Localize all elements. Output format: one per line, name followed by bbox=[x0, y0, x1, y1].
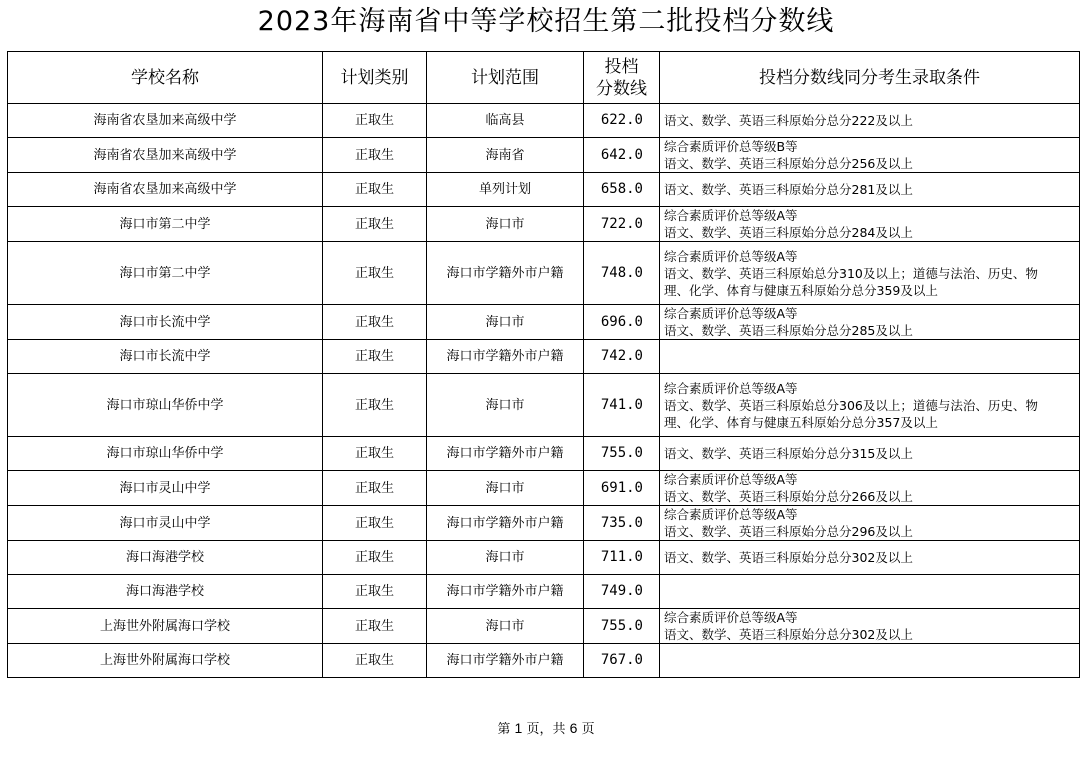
cell-school-name: 海南省农垦加来高级中学 bbox=[8, 104, 323, 138]
cell-score: 755.0 bbox=[584, 609, 660, 644]
cell-score: 742.0 bbox=[584, 340, 660, 374]
cell-plan-scope: 海口市学籍外市户籍 bbox=[427, 644, 584, 678]
footer-prefix: 第 bbox=[497, 722, 511, 737]
cell-school-name: 海口市第二中学 bbox=[8, 207, 323, 242]
cell-score: 622.0 bbox=[584, 104, 660, 138]
cell-tie-condition bbox=[660, 207, 1080, 242]
cell-tie-condition bbox=[660, 340, 1080, 374]
table-row bbox=[8, 305, 1080, 340]
table-row bbox=[8, 104, 1080, 138]
header-tie-condition: 投档分数线同分考生录取条件 bbox=[660, 52, 1080, 104]
cell-school-name: 海口市琼山华侨中学 bbox=[8, 437, 323, 471]
condition-line: 理、化学、体育与健康五科原始分总分359及以上 bbox=[664, 282, 938, 298]
footer-total-pages: 6 bbox=[569, 720, 578, 736]
footer-mid: 页，共 bbox=[526, 722, 566, 737]
cell-school-name: 海口市第二中学 bbox=[8, 242, 323, 305]
cell-school-name: 海口市长流中学 bbox=[8, 340, 323, 374]
cell-plan-scope: 海口市学籍外市户籍 bbox=[427, 437, 584, 471]
cell-tie-condition bbox=[660, 575, 1080, 609]
cell-school-name: 海口市琼山华侨中学 bbox=[8, 374, 323, 437]
page-footer bbox=[0, 718, 1092, 737]
cell-plan-type: 正取生 bbox=[323, 173, 427, 207]
table-row bbox=[8, 541, 1080, 575]
cell-tie-condition bbox=[660, 173, 1080, 207]
table-row bbox=[8, 644, 1080, 678]
cell-plan-type: 正取生 bbox=[323, 374, 427, 437]
condition-line: 语文、数学、英语三科原始总分306及以上；道德与法治、历史、物 bbox=[664, 397, 1038, 413]
table-row bbox=[8, 138, 1080, 173]
cell-plan-scope: 海口市学籍外市户籍 bbox=[427, 506, 584, 541]
cell-tie-condition bbox=[660, 104, 1080, 138]
cell-plan-scope: 海口市 bbox=[427, 374, 584, 437]
cell-plan-type: 正取生 bbox=[323, 104, 427, 138]
table-row bbox=[8, 207, 1080, 242]
cell-school-name: 海南省农垦加来高级中学 bbox=[8, 173, 323, 207]
cell-plan-scope: 海口市学籍外市户籍 bbox=[427, 340, 584, 374]
table-row bbox=[8, 609, 1080, 644]
footer-suffix: 页 bbox=[581, 722, 595, 737]
cell-plan-type: 正取生 bbox=[323, 506, 427, 541]
condition-line: 语文、数学、英语三科原始分总分302及以上 bbox=[664, 550, 913, 565]
page-title: 2023年海南省中等学校招生第二批投档分数线 bbox=[257, 6, 835, 37]
table-row bbox=[8, 471, 1080, 506]
footer-page-number: 1 bbox=[514, 720, 523, 736]
cell-school-name: 海口市灵山中学 bbox=[8, 506, 323, 541]
cell-score: 722.0 bbox=[584, 207, 660, 242]
condition-line: 语文、数学、英语三科原始分总分315及以上 bbox=[664, 446, 913, 461]
condition-line: 综合素质评价总等级A等 bbox=[664, 306, 798, 321]
cell-school-name: 海口市灵山中学 bbox=[8, 471, 323, 506]
condition-line: 综合素质评价总等级A等 bbox=[664, 208, 798, 223]
condition-line: 综合素质评价总等级A等 bbox=[664, 380, 798, 396]
header-score-line-1: 投档 bbox=[604, 56, 639, 77]
cell-plan-type: 正取生 bbox=[323, 242, 427, 305]
cell-score: 711.0 bbox=[584, 541, 660, 575]
condition-line: 综合素质评价总等级A等 bbox=[664, 248, 798, 264]
condition-line: 语文、数学、英语三科原始分总分266及以上 bbox=[664, 489, 913, 504]
condition-line: 综合素质评价总等级A等 bbox=[664, 507, 798, 522]
table-row bbox=[8, 506, 1080, 541]
header-score-line bbox=[584, 52, 660, 104]
condition-line: 综合素质评价总等级A等 bbox=[664, 472, 798, 487]
cell-plan-type: 正取生 bbox=[323, 541, 427, 575]
cell-plan-scope: 海口市 bbox=[427, 207, 584, 242]
header-school-name: 学校名称 bbox=[8, 52, 323, 104]
cell-score: 748.0 bbox=[584, 242, 660, 305]
cell-plan-scope: 临高县 bbox=[427, 104, 584, 138]
table-row bbox=[8, 242, 1080, 305]
cell-score: 658.0 bbox=[584, 173, 660, 207]
cell-plan-type: 正取生 bbox=[323, 340, 427, 374]
header-plan-scope: 计划范围 bbox=[427, 52, 584, 104]
cell-tie-condition bbox=[660, 242, 1080, 305]
table-body bbox=[8, 104, 1080, 678]
cell-plan-scope: 海南省 bbox=[427, 138, 584, 173]
cell-score: 691.0 bbox=[584, 471, 660, 506]
cell-plan-scope: 海口市 bbox=[427, 541, 584, 575]
condition-line: 综合素质评价总等级A等 bbox=[664, 610, 798, 625]
cell-score: 735.0 bbox=[584, 506, 660, 541]
table-header-row bbox=[8, 52, 1080, 104]
cell-tie-condition bbox=[660, 609, 1080, 644]
condition-line: 语文、数学、英语三科原始分总分222及以上 bbox=[664, 113, 913, 128]
header-plan-type: 计划类别 bbox=[323, 52, 427, 104]
cell-tie-condition bbox=[660, 541, 1080, 575]
condition-line: 语文、数学、英语三科原始分总分284及以上 bbox=[664, 225, 913, 240]
cell-plan-scope: 单列计划 bbox=[427, 173, 584, 207]
header-score-line-2: 分数线 bbox=[596, 78, 647, 99]
cell-tie-condition bbox=[660, 305, 1080, 340]
cell-plan-type: 正取生 bbox=[323, 305, 427, 340]
cell-plan-scope: 海口市 bbox=[427, 305, 584, 340]
cell-tie-condition bbox=[660, 437, 1080, 471]
table-row bbox=[8, 374, 1080, 437]
cell-plan-scope: 海口市学籍外市户籍 bbox=[427, 242, 584, 305]
table-row bbox=[8, 173, 1080, 207]
cell-plan-scope: 海口市 bbox=[427, 609, 584, 644]
table-row bbox=[8, 437, 1080, 471]
cell-school-name: 海口海港学校 bbox=[8, 575, 323, 609]
cell-school-name: 海口海港学校 bbox=[8, 541, 323, 575]
cell-score: 767.0 bbox=[584, 644, 660, 678]
cell-plan-scope: 海口市学籍外市户籍 bbox=[427, 575, 584, 609]
cell-tie-condition bbox=[660, 506, 1080, 541]
cell-score: 696.0 bbox=[584, 305, 660, 340]
condition-line: 语文、数学、英语三科原始总分310及以上；道德与法治、历史、物 bbox=[664, 265, 1038, 281]
cell-score: 741.0 bbox=[584, 374, 660, 437]
cell-plan-type: 正取生 bbox=[323, 644, 427, 678]
condition-line: 综合素质评价总等级B等 bbox=[664, 139, 798, 154]
condition-line: 理、化学、体育与健康五科原始分总分357及以上 bbox=[664, 414, 938, 430]
table-row bbox=[8, 575, 1080, 609]
cell-plan-type: 正取生 bbox=[323, 471, 427, 506]
cell-tie-condition bbox=[660, 374, 1080, 437]
cell-score: 755.0 bbox=[584, 437, 660, 471]
cell-plan-type: 正取生 bbox=[323, 437, 427, 471]
condition-line: 语文、数学、英语三科原始分总分302及以上 bbox=[664, 627, 913, 642]
cell-score: 642.0 bbox=[584, 138, 660, 173]
cell-plan-scope: 海口市 bbox=[427, 471, 584, 506]
admission-score-table bbox=[7, 51, 1080, 678]
condition-line: 语文、数学、英语三科原始分总分285及以上 bbox=[664, 323, 913, 338]
cell-tie-condition bbox=[660, 138, 1080, 173]
cell-plan-type: 正取生 bbox=[323, 575, 427, 609]
cell-tie-condition bbox=[660, 644, 1080, 678]
cell-plan-type: 正取生 bbox=[323, 138, 427, 173]
cell-school-name: 海南省农垦加来高级中学 bbox=[8, 138, 323, 173]
cell-score: 749.0 bbox=[584, 575, 660, 609]
cell-plan-type: 正取生 bbox=[323, 207, 427, 242]
cell-plan-type: 正取生 bbox=[323, 609, 427, 644]
cell-school-name: 上海世外附属海口学校 bbox=[8, 644, 323, 678]
condition-line: 语文、数学、英语三科原始分总分296及以上 bbox=[664, 524, 913, 539]
cell-tie-condition bbox=[660, 471, 1080, 506]
cell-school-name: 海口市长流中学 bbox=[8, 305, 323, 340]
condition-line: 语文、数学、英语三科原始分总分256及以上 bbox=[664, 156, 913, 171]
condition-line: 语文、数学、英语三科原始分总分281及以上 bbox=[664, 182, 913, 197]
cell-school-name: 上海世外附属海口学校 bbox=[8, 609, 323, 644]
table-row bbox=[8, 340, 1080, 374]
